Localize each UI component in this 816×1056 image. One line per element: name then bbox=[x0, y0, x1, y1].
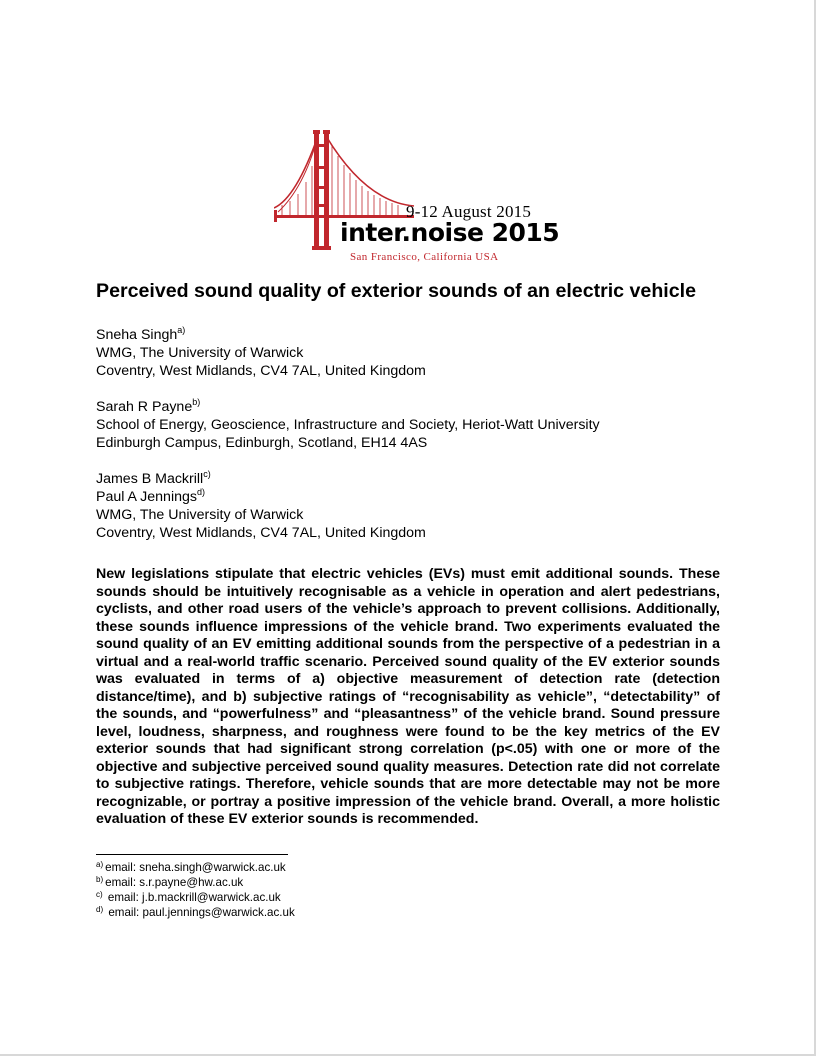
footnote-divider bbox=[96, 854, 288, 855]
paper-title: Perceived sound quality of exterior sounds of an electric vehicle bbox=[96, 280, 696, 302]
author-affiliation: School of Energy, Geoscience, Infrastructure and Society, Heriot-Watt University bbox=[96, 417, 600, 433]
conference-logo bbox=[274, 128, 560, 268]
author-block bbox=[96, 398, 600, 452]
author-name: Sneha Singh$^{a)}$ bbox=[96, 325, 186, 343]
footnote: $^{d)}$ email: paul.jennings@warwick.ac.uk bbox=[96, 905, 295, 919]
email-link[interactable]: email: sneha.singh@warwick.ac.uk bbox=[105, 861, 286, 874]
author-address: Coventry, West Midlands, CV4 7AL, United Kingdom bbox=[96, 363, 426, 379]
email-link[interactable]: email: j.b.mackrill@warwick.ac.uk bbox=[104, 891, 281, 904]
footnotes bbox=[96, 860, 295, 920]
conference-name: inter.noise 2015 bbox=[340, 218, 560, 247]
footnote: $^{b)}$ email: s.r.payne@hw.ac.uk bbox=[96, 875, 244, 889]
author-affiliation: WMG, The University of Warwick bbox=[96, 507, 304, 523]
author-block bbox=[96, 326, 600, 380]
footnote: $^{a)}$ email: sneha.singh@warwick.ac.uk bbox=[96, 860, 286, 874]
conference-date: 9-12 August 2015 bbox=[406, 202, 532, 221]
author-name: Paul A Jennings$^{d)}$ bbox=[96, 487, 205, 505]
author-address: Edinburgh Campus, Edinburgh, Scotland, EH14 4AS bbox=[96, 435, 428, 451]
footnote: $^{c)}$ email: j.b.mackrill@warwick.ac.uk bbox=[96, 890, 281, 904]
email-link[interactable]: email: paul.jennings@warwick.ac.uk bbox=[105, 906, 295, 919]
author-name: Sarah R Payne$^{b)}$ bbox=[96, 397, 201, 415]
author-block bbox=[96, 470, 600, 542]
author-address: Coventry, West Midlands, CV4 7AL, United Kingdom bbox=[96, 525, 426, 541]
abstract: New legislations stipulate that electric vehicles (EVs) must emit additional sounds. These sounds should be intuitively recognisable as a vehicle in operation and alert pedestrians, cyclists, and other road users of the vehicle’s approach to prevent collisions. Additionally, these sounds influence impressions of the vehicle brand. Two experiments evaluated the sound quality of an EV emitting additional sounds from the perspective of a pedestrian in a virtual and a real-world traffic scenario. Perceived sound quality of the EV exterior sounds was evaluated in terms of a) objective measurement of detection rate (detection distance/time), and b) subjective ratings of “recognisability as vehicle”, “detectability” of the sounds, and “powerfulness” and “pleasantness” of the vehicle brand. Sound pressure level, loudness, sharpness, and roughness were found to be the key metrics of the EV exterior sounds that had significant strong correlation (p<.05) with one or more of the objective and subjective perceived sound quality measures. Detection rate did not correlate to subjective ratings. Therefore, vehicle sounds that are more detectable may not be more recognizable, or portray a positive impression of the vehicle brand. Overall, a more holistic evaluation of these EV exterior sounds is recommended. bbox=[96, 566, 720, 827]
golden-gate-bridge-icon bbox=[274, 128, 554, 268]
author-affiliation: WMG, The University of Warwick bbox=[96, 345, 304, 361]
author-name: James B Mackrill$^{c)}$ bbox=[96, 469, 211, 487]
email-link[interactable]: email: s.r.payne@hw.ac.uk bbox=[105, 876, 244, 889]
author-list bbox=[96, 326, 600, 560]
conference-location: San Francisco, California USA bbox=[350, 251, 499, 263]
